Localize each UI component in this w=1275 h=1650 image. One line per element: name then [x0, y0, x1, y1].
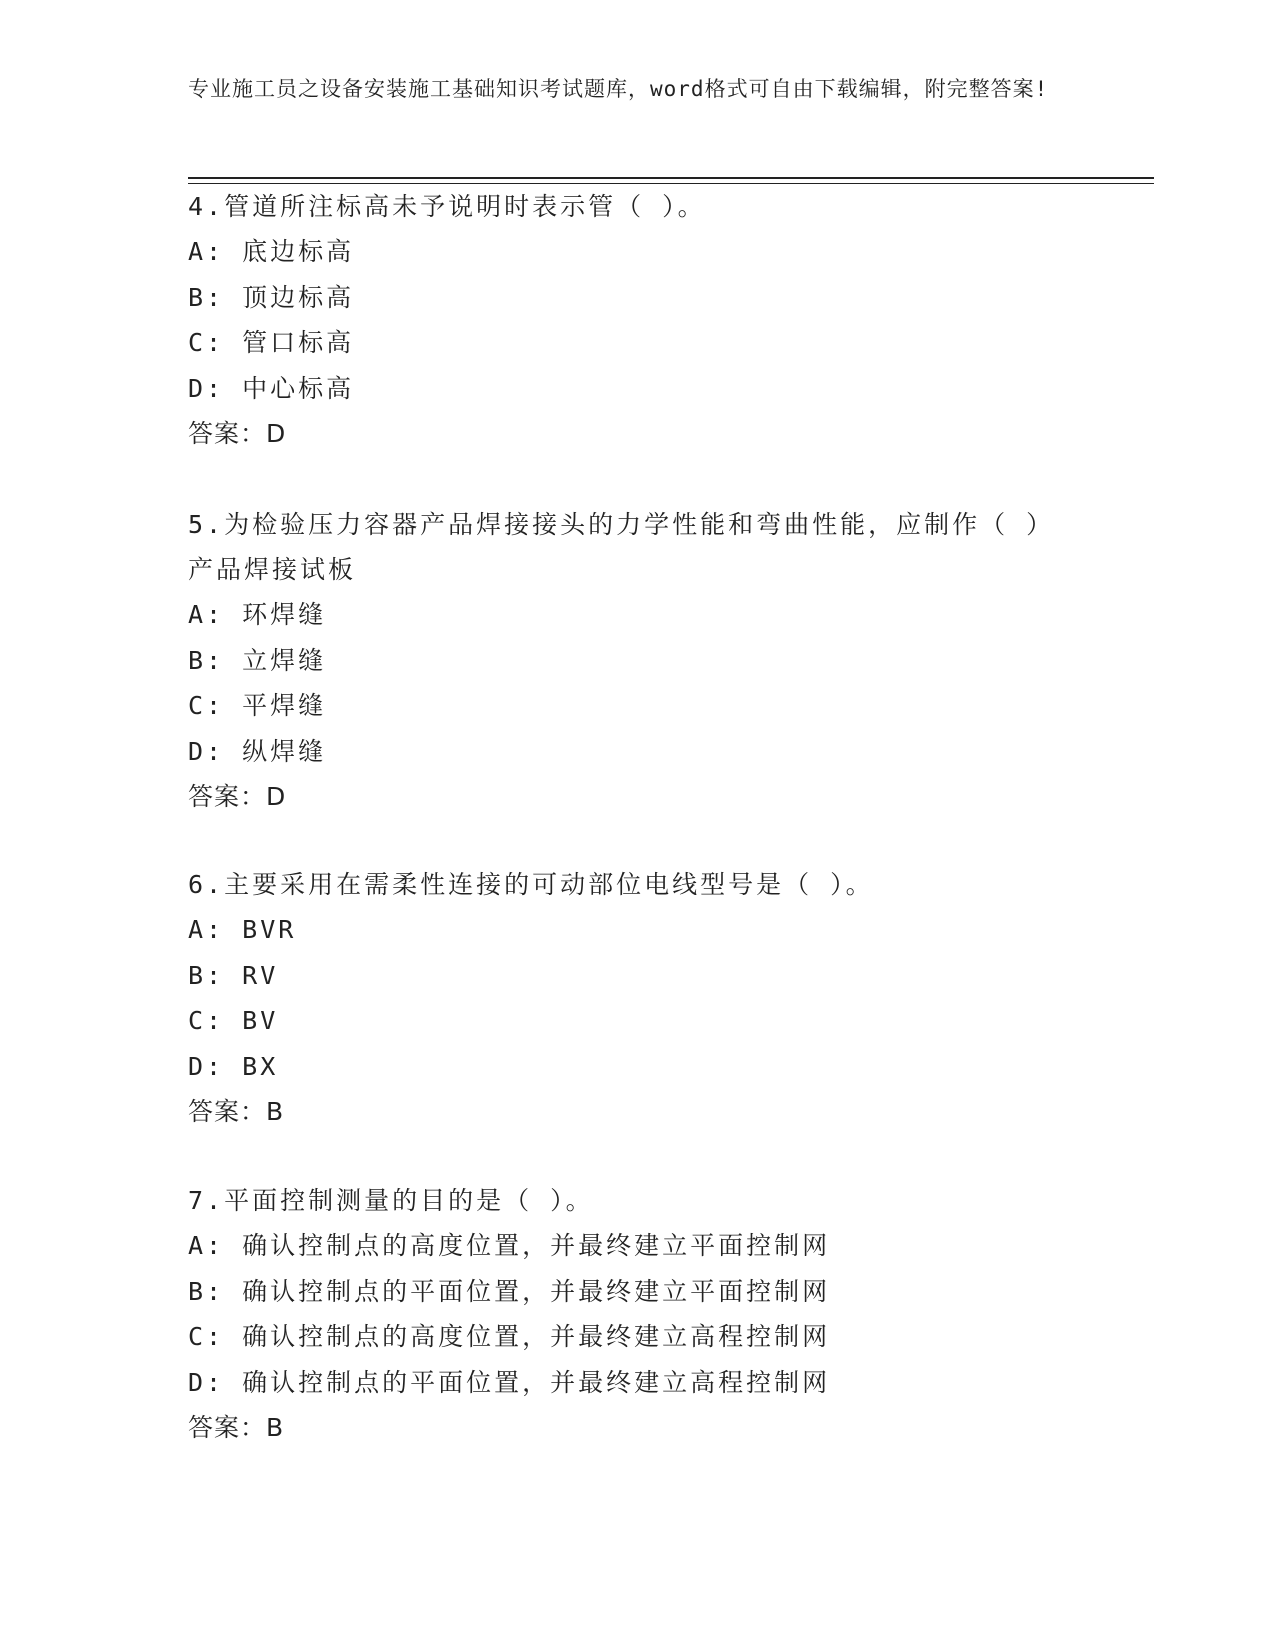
- option-c: C: 平焊缝: [188, 691, 327, 720]
- option-a: A: BVR: [188, 915, 297, 944]
- question-stem: 4.管道所注标高未予说明时表示管（ ）。: [188, 192, 706, 221]
- answer-line: 答案：B: [188, 1097, 285, 1126]
- option-b: B: 确认控制点的平面位置，并最终建立平面控制网: [188, 1276, 831, 1306]
- option-b: B: RV: [188, 960, 279, 990]
- document-header: 专业施工员之设备安装施工基础知识考试题库，word格式可自由下载编辑，附完整答案!: [188, 77, 1049, 101]
- option-c: C: 确认控制点的高度位置，并最终建立高程控制网: [188, 1322, 831, 1351]
- answer-line: 答案：D: [188, 782, 287, 811]
- option-b: B: 顶边标高: [188, 282, 355, 312]
- option-c: C: 管口标高: [188, 328, 355, 357]
- question-6: [188, 862, 1088, 1134]
- header-divider-thick: [188, 177, 1154, 179]
- question-stem: 6.主要采用在需柔性连接的可动部位电线型号是（ ）。: [188, 870, 874, 899]
- option-c: C: BV: [188, 1006, 279, 1035]
- option-d: D: 纵焊缝: [188, 736, 327, 766]
- option-d: D: 中心标高: [188, 373, 355, 403]
- option-b: B: 立焊缝: [188, 645, 327, 675]
- option-a: A: 环焊缝: [188, 600, 327, 629]
- option-d: D: 确认控制点的平面位置，并最终建立高程控制网: [188, 1367, 831, 1397]
- question-4: [188, 184, 1088, 456]
- answer-line: 答案：D: [188, 419, 287, 448]
- option-a: A: 确认控制点的高度位置，并最终建立平面控制网: [188, 1231, 831, 1260]
- option-d: D: BX: [188, 1051, 279, 1081]
- question-7: [188, 1178, 1088, 1450]
- question-stem: 7.平面控制测量的目的是（ ）。: [188, 1186, 594, 1215]
- question-5: [188, 502, 1068, 819]
- answer-line: 答案：B: [188, 1413, 285, 1442]
- option-a: A: 底边标高: [188, 237, 355, 266]
- question-stem: 5.为检验压力容器产品焊接接头的力学性能和弯曲性能，应制作（ ）产品焊接试板: [188, 510, 1055, 584]
